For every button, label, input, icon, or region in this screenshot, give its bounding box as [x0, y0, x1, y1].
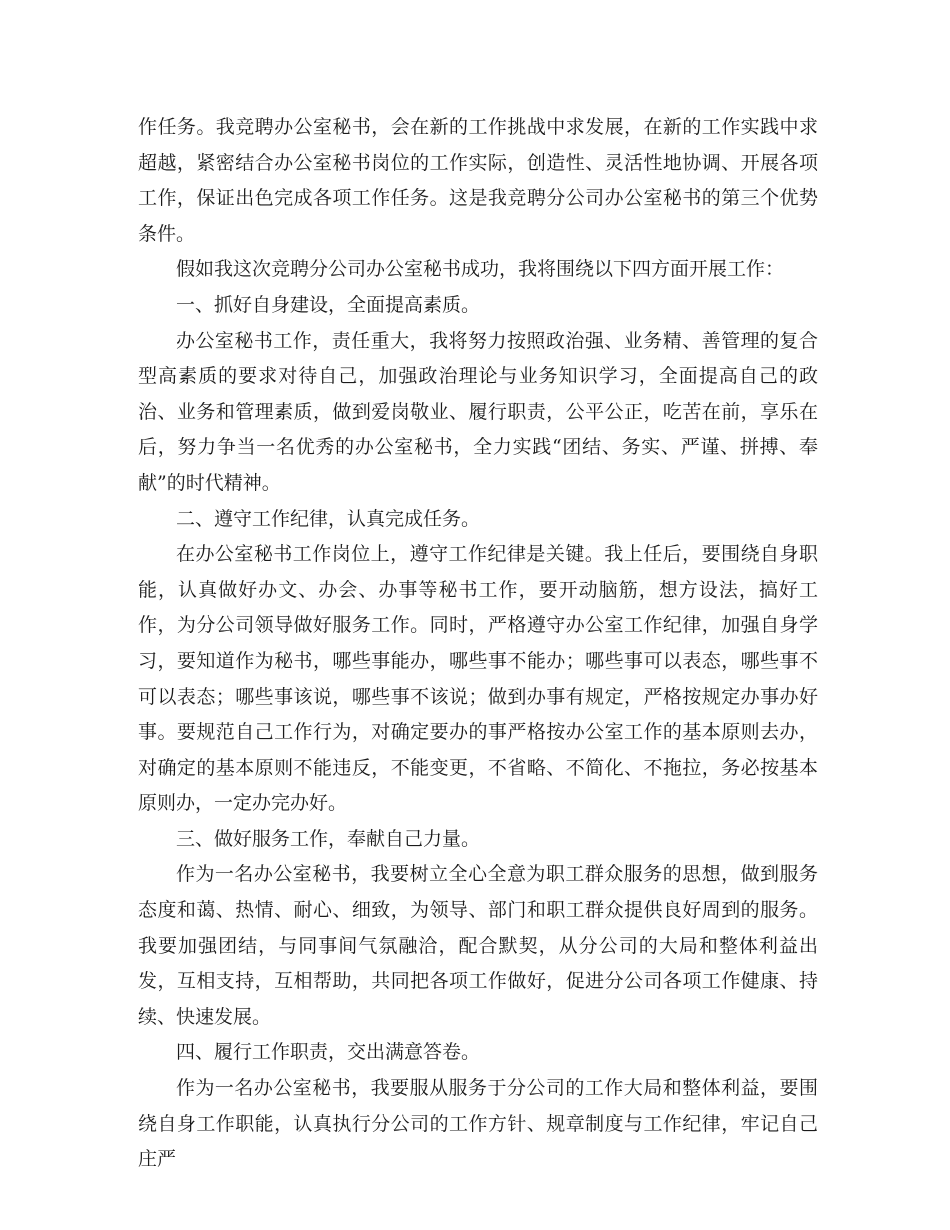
section-heading-1: 一、抓好自身建设，全面提高素质。: [176, 293, 481, 316]
section-heading-4: 四、履行工作职责，交出满意答卷。: [176, 1041, 481, 1064]
paragraph-4: 办公室秘书工作，责任重大，我将努力按照政治强、业务精、善管理的复合型高素质的要求对待自己，加强政治理论与业务知识学习，全面提高自己的政治、业务和管理素质，做到爱岗敬业、履行职责，公平公正，吃苦在前，享乐在后，努力争当一名优秀的办公室秘书，全力实践“团结、务实、严谨、拼搏、奉献”的时代精神。: [138, 329, 818, 494]
paragraph-10: 作为一名办公室秘书，我要服从服务于分公司的工作大局和整体利益，要围绕自身工作职能，认真执行分公司的工作方针、规章制度与工作纪律，牢记自己庄严: [138, 1077, 818, 1171]
section-heading-3: 三、做好服务工作，奉献自己力量。: [176, 827, 481, 850]
paragraph-1: 作任务。我竞聘办公室秘书，会在新的工作挑战中求发展，在新的工作实践中求超越，紧密结合办公室秘书岗位的工作实际，创造性、灵活性地协调、开展各项工作，保证出色完成各项工作任务。这是我竞聘分公司办公室秘书的第三个优势条件。: [138, 116, 818, 245]
paragraph-2: 假如我这次竞聘分公司办公室秘书成功，我将围绕以下四方面开展工作：: [176, 258, 785, 281]
paragraph-8: 作为一名办公室秘书，我要树立全心全意为职工群众服务的思想，做到服务态度和蔼、热情、耐心、细致，为领导、部门和职工群众提供良好周到的服务。我要加强团结，与同事间气氛融洽，配合默契，从分公司的大局和整体利益出发，互相支持，互相帮助，共同把各项工作做好，促进分公司各项工作健康、持续、快速发展。: [138, 863, 818, 1028]
paragraph-6: 在办公室秘书工作岗位上，遵守工作纪律是关键。我上任后，要围绕自身职能，认真做好办文、办会、办事等秘书工作，要开动脑筋，想方设法，搞好工作，为分公司领导做好服务工作。同时，严格遵守办公室工作纪律，加强自身学习，要知道作为秘书，哪些事能办，哪些事不能办；哪些事可以表态，哪些事不可以表态；哪些事该说，哪些事不该说；做到办事有规定，严格按规定办事办好事。要规范自己工作行为，对确定要办的事严格按办公室工作的基本原则去办，对确定的基本原则不能违反，不能变更，不省略、不简化、不拖拉，务必按基本原则办，一定办完办好。: [138, 543, 818, 815]
document-body: [138, 110, 818, 1178]
section-heading-2: 二、遵守工作纪律，认真完成任务。: [176, 507, 481, 530]
